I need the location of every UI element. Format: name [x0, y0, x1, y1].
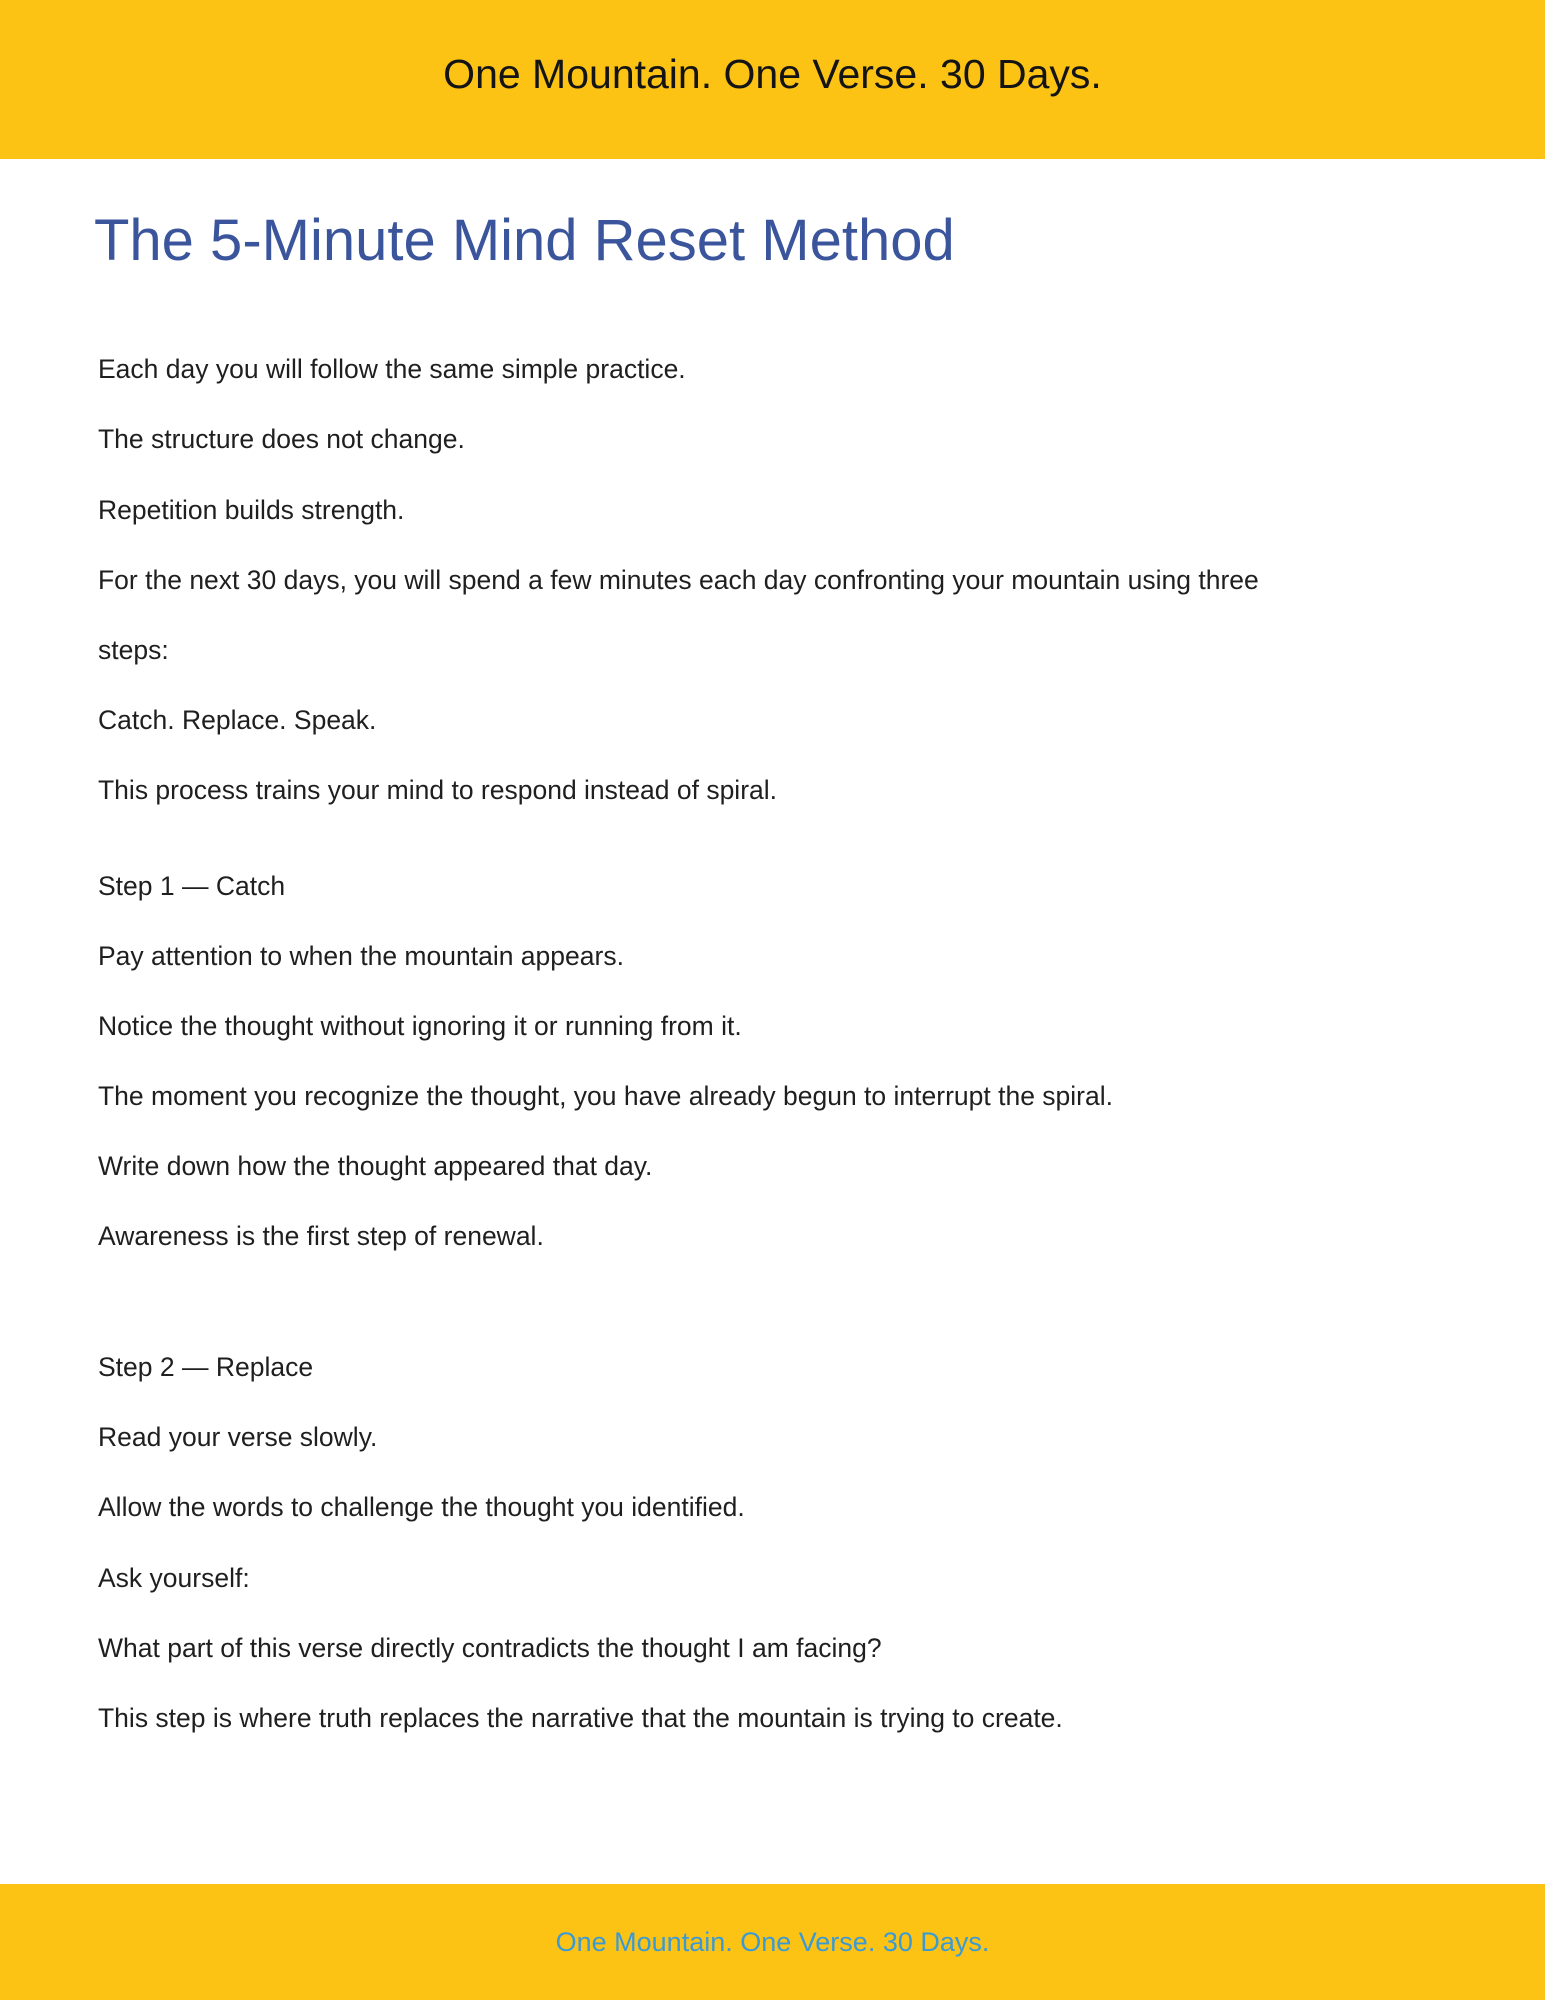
header-title: One Mountain. One Verse. 30 Days.: [443, 51, 1102, 97]
footer-text: One Mountain. One Verse. 30 Days.: [555, 1926, 990, 1957]
intro-line-3: Repetition builds strength.: [98, 495, 405, 525]
footer-banner: [0, 1884, 1545, 2000]
step1-line-3: The moment you recognize the thought, you have already begun to interrupt the spiral.: [98, 1081, 1113, 1111]
intro-line-4a: For the next 30 days, you will spend a few minutes each day confronting your mountain using three: [98, 565, 1259, 595]
page-title: The 5-Minute Mind Reset Method: [94, 208, 955, 273]
step2-line-5: This step is where truth replaces the narrative that the mountain is trying to create.: [98, 1703, 1063, 1733]
intro-line-1: Each day you will follow the same simple practice.: [98, 354, 686, 384]
step1-line-1: Pay attention to when the mountain appears.: [98, 941, 624, 971]
step2-line-1: Read your verse slowly.: [98, 1422, 378, 1452]
step2-line-3: Ask yourself:: [98, 1563, 250, 1593]
intro-line-5: Catch. Replace. Speak.: [98, 705, 377, 735]
intro-line-2: The structure does not change.: [98, 424, 465, 454]
step1-line-2: Notice the thought without ignoring it or running from it.: [98, 1011, 742, 1041]
step2-heading: Step 2 — Replace: [98, 1352, 314, 1382]
step1-line-4: Write down how the thought appeared that day.: [98, 1151, 653, 1181]
intro-line-4b: steps:: [98, 635, 169, 665]
step1-heading: Step 1 — Catch: [98, 871, 286, 901]
header-banner: [0, 0, 1545, 159]
step2-line-4: What part of this verse directly contradicts the thought I am facing?: [98, 1633, 882, 1663]
intro-line-6: This process trains your mind to respond instead of spiral.: [98, 775, 778, 805]
step2-line-2: Allow the words to challenge the thought you identified.: [98, 1492, 745, 1522]
step1-line-5: Awareness is the first step of renewal.: [98, 1221, 544, 1251]
